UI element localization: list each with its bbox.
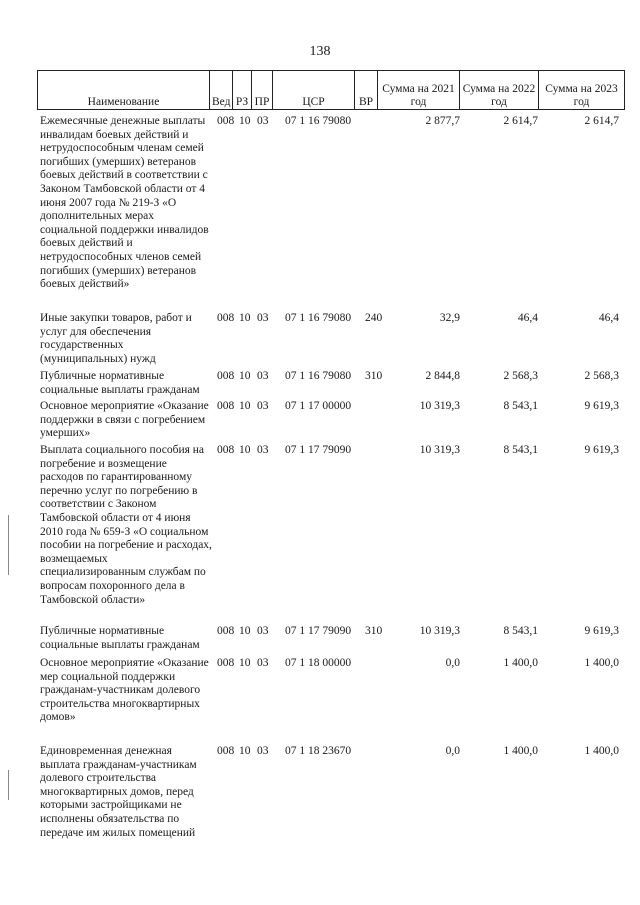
row-pr: 03: [257, 312, 269, 324]
header-pr: ПР: [252, 71, 273, 110]
row-ved: 008: [217, 370, 235, 382]
row-name: Иные закупки товаров, работ и услуг для обеспечения государственных (муниципальных) нужд: [40, 312, 192, 365]
row-sum-2021: 32,9: [439, 312, 460, 324]
row-sum-2023: 9 619,3: [584, 625, 619, 637]
table-header: [37, 70, 625, 110]
row-sum-2022: 8 543,1: [503, 444, 538, 456]
scan-artifact: [8, 515, 9, 575]
row-sum-2023: 9 619,3: [584, 400, 619, 412]
header-rz: РЗ: [233, 71, 252, 110]
row-ved: 008: [217, 115, 235, 127]
row-sum-2021: 2 844,8: [425, 370, 460, 382]
row-sum-2022: 1 400,0: [503, 745, 538, 757]
row-pr: 03: [257, 625, 269, 637]
row-csr: 07 1 17 79090: [285, 625, 352, 637]
header-name: Наименование: [38, 71, 210, 110]
row-sum-2023: 46,4: [598, 312, 619, 324]
row-name: Публичные нормативные социальные выплаты гражданам: [40, 370, 200, 396]
row-sum-2023: 9 619,3: [584, 444, 619, 456]
row-sum-2023: 2 568,3: [584, 370, 619, 382]
row-rz: 10: [239, 625, 251, 637]
row-sum-2022: 46,4: [517, 312, 538, 324]
row-pr: 03: [257, 657, 269, 669]
row-vr: 310: [365, 625, 383, 637]
row-csr: 07 1 16 79080: [285, 370, 352, 382]
row-sum-2023: 1 400,0: [584, 745, 619, 757]
row-pr: 03: [257, 444, 269, 456]
row-name: Ежемесячные денежные выплаты инвалидам боевых действий и нетрудоспособным членам семей погибших (умерших) ветеранов боевых действий в соответствии с Законом Тамбовской области от 4 июня 2007 года № 219-З «О дополнительных мерах социальной поддержки инвалидов боевых действий и нетрудоспособных членов семей погибших (умерших) ветеранов боевых действий»: [40, 115, 209, 291]
header-csr: ЦСР: [273, 71, 355, 110]
row-name: Единовременная денежная выплата гражданам-участникам долевого строительства многоквартирных домов, перед которыми застройщиками не исполнены обязательства по передаче им жилых помещений: [40, 745, 197, 839]
row-rz: 10: [239, 400, 251, 412]
row-name: Публичные нормативные социальные выплаты гражданам: [40, 625, 200, 651]
header-sum-2023: Сумма на 2023 год: [539, 71, 625, 110]
row-name: Выплата социального пособия на погребение и возмещение расходов по гарантированному перечню услуг по погребению в соответствии с Законом Тамбовской области от 4 июня 2010 года № 659-З «О социальном пособии на погребение и расходах, возмещаемых специализированным службам по вопросам похоронного дела в Тамбовской области»: [40, 444, 212, 606]
row-sum-2023: 1 400,0: [584, 657, 619, 669]
scan-artifact: [8, 770, 9, 800]
row-pr: 03: [257, 370, 269, 382]
row-sum-2023: 2 614,7: [584, 115, 619, 127]
row-csr: 07 1 18 23670: [285, 745, 352, 757]
row-sum-2022: 2 568,3: [503, 370, 538, 382]
row-sum-2021: 0,0: [445, 745, 460, 757]
row-csr: 07 1 17 79090: [285, 444, 352, 456]
header-ved: Вед: [210, 71, 233, 110]
row-vr: 310: [365, 370, 383, 382]
row-sum-2021: 10 319,3: [419, 625, 460, 637]
header-vr: ВР: [355, 71, 378, 110]
row-sum-2022: 8 543,1: [503, 625, 538, 637]
row-ved: 008: [217, 444, 235, 456]
row-ved: 008: [217, 312, 235, 324]
row-rz: 10: [239, 657, 251, 669]
header-sum-2022: Сумма на 2022 год: [460, 71, 539, 110]
row-vr: 240: [365, 312, 383, 324]
row-ved: 008: [217, 745, 235, 757]
row-sum-2021: 0,0: [445, 657, 460, 669]
row-rz: 10: [239, 115, 251, 127]
row-pr: 03: [257, 745, 269, 757]
row-pr: 03: [257, 400, 269, 412]
row-ved: 008: [217, 400, 235, 412]
row-name: Основное мероприятие «Оказание поддержки в связи с погребением умерших»: [40, 400, 209, 440]
row-pr: 03: [257, 115, 269, 127]
row-sum-2021: 10 319,3: [419, 444, 460, 456]
row-ved: 008: [217, 657, 235, 669]
row-sum-2021: 2 877,7: [425, 115, 460, 127]
row-csr: 07 1 16 79080: [285, 115, 352, 127]
page-number: 138: [309, 44, 331, 59]
row-sum-2022: 1 400,0: [503, 657, 538, 669]
row-rz: 10: [239, 444, 251, 456]
row-rz: 10: [239, 312, 251, 324]
header-sum-2021: Сумма на 2021 год: [378, 71, 460, 110]
row-rz: 10: [239, 370, 251, 382]
row-ved: 008: [217, 625, 235, 637]
row-sum-2022: 2 614,7: [503, 115, 538, 127]
row-rz: 10: [239, 745, 251, 757]
row-csr: 07 1 16 79080: [285, 312, 352, 324]
row-name: Основное мероприятие «Оказание мер социальной поддержки гражданам-участникам долевого строительства многоквартирных домов»: [40, 657, 209, 724]
row-sum-2022: 8 543,1: [503, 400, 538, 412]
row-sum-2021: 10 319,3: [419, 400, 460, 412]
row-csr: 07 1 18 00000: [285, 657, 352, 669]
row-csr: 07 1 17 00000: [285, 400, 352, 412]
